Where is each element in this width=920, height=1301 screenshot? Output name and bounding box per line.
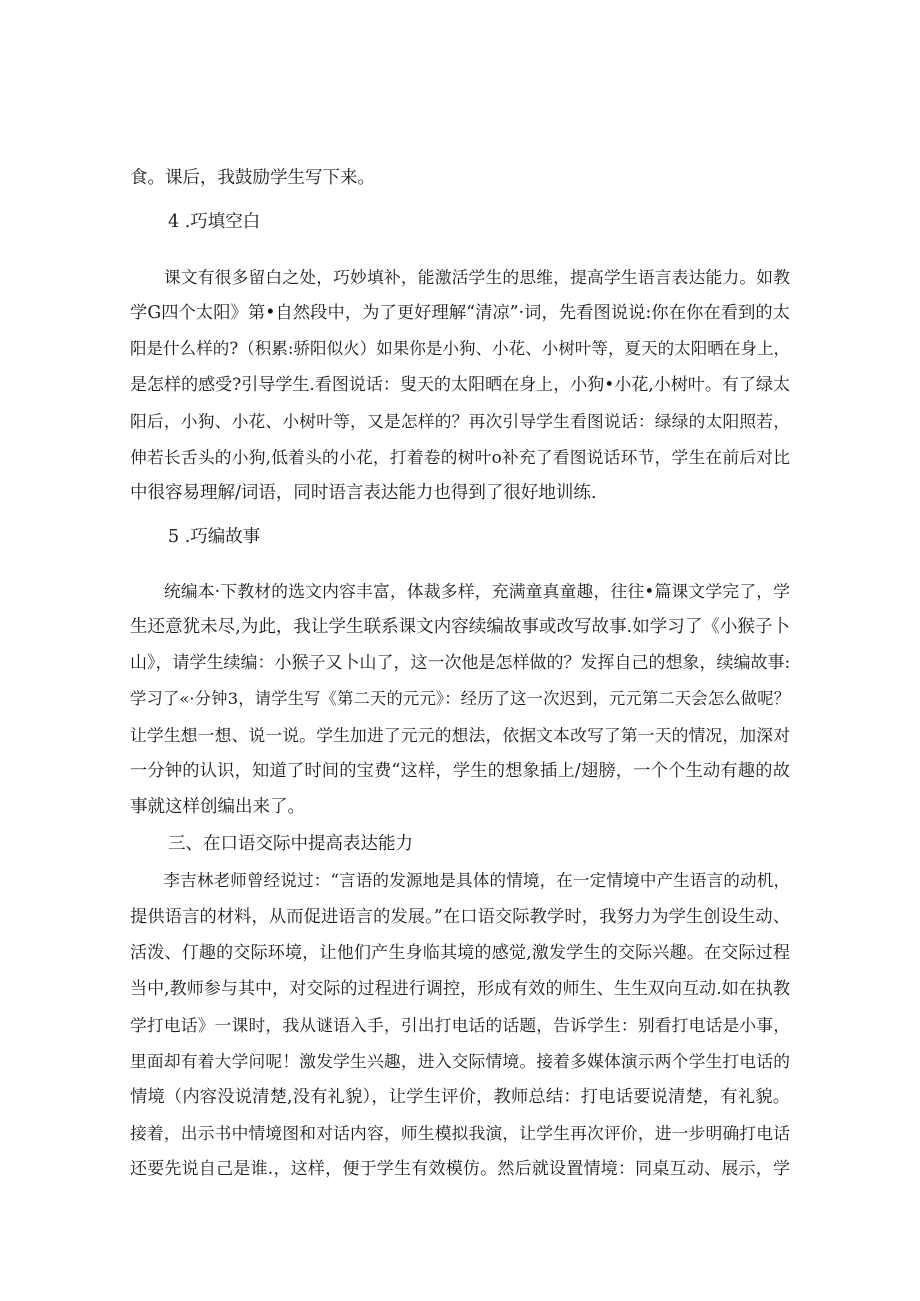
text-line: 提供语言的材料，从而促进语言的发展。”在口语交际教学时，我努力为学生创设生动、 bbox=[130, 907, 790, 927]
text-line: 让学生想一想、说一说。学生加进了元元的想法，依据文本改写了第一天的情况，加深对 bbox=[130, 725, 790, 745]
text-line: 是怎样的感受?引导学生.看图说话：叟天的太阳晒在身上，小狗•小花,小树叶。有了绿太 bbox=[130, 375, 790, 395]
text-line: 阳是什么样的?（积累:骄阳似火）如果你是小狗、小花、小树叶等，夏天的太阳晒在身上， bbox=[130, 339, 790, 358]
text-line: 学习了«·分钟3，请学生写《第二天的元元》：经历了这一次迟到，元元第二天会怎么做呢？ bbox=[130, 689, 790, 708]
text-line: 伸若长舌头的小狗,低着头的小花，打着卷的树叶o补充了看图说话环节，学生在前后对比 bbox=[130, 447, 790, 467]
text-line: 一分钟的认识，知道了时间的宝费“这样，学生的想象插上/翅膀，一个个生动有趣的故 bbox=[130, 761, 790, 781]
section-heading: 三、在口语交际中提高表达能力 bbox=[168, 834, 413, 854]
text-line: 学打电话》一课时，我从谜语入手，引出打电话的话题，告诉学生：别看打电话是小事， bbox=[130, 1015, 790, 1035]
text-line: 还要先说自己是谁.，这样，便于学生有效模仿。然后就设置情境：同桌互动、展示，学 bbox=[130, 1159, 790, 1179]
text-line: 课文有很多留白之处，巧妙填补，能激活学生的思维，提高学生语言表达能力。如教 bbox=[130, 267, 790, 287]
text-line: 生还意犹未尽,为此，我让学生联系课文内容续编故事或改写故事.如学习了《小猴子卜 bbox=[130, 617, 790, 637]
text-line: 活泼、仃趣的交际环境，让他们产生身临其境的感觉,激发学生的交际兴趣。在交际过程 bbox=[130, 943, 790, 963]
section-heading: 5 .巧编故事 bbox=[168, 527, 261, 547]
section-heading: 4 .巧填空白 bbox=[168, 212, 261, 232]
text-line: 里面却有着大学问呢！激发学生兴趣，进入交际情境。接着多媒体演示两个学生打电话的 bbox=[130, 1051, 790, 1071]
text-line: 统编本·下教材的选文内容丰富，体裁多样，充满童真童趣，往往•篇课文学完了，学 bbox=[130, 581, 790, 601]
text-line: 接着，出示书中情境图和对话内容，师生模拟我演，让学生再次评价，进一步明确打电话 bbox=[130, 1123, 790, 1143]
text-line: 李吉林老师曾经说过：“言语的发源地是具体的情境，在一定情境中产生语言的动机， bbox=[130, 871, 790, 890]
text-line: 食。课后，我鼓励学生写下来。 bbox=[130, 168, 375, 188]
text-line: 当中,教师参与其中，对交际的过程进行调控，形成有效的师生、生生双向互动.如在执教 bbox=[130, 979, 790, 999]
text-line: 学G四个太阳》第•自然段中，为了更好理解“清凉”·词，先看图说说:你在你在看到的太 bbox=[130, 303, 790, 323]
text-line: 中很容易理解/词语，同时语言表达能力也得到了很好地训练. bbox=[130, 483, 597, 503]
text-line: 事就这样创编出来了。 bbox=[130, 797, 305, 817]
text-line: 情境（内容没说清楚,没有礼貌），让学生评价，教师总结：打电话要说清楚，有礼貌。 bbox=[130, 1087, 790, 1107]
text-line: 山》，请学生续编：小猴子又卜山了，这一次他是怎样做的？发挥自己的想象，续编故事: bbox=[130, 653, 791, 673]
text-line: 阳后，小狗、小花、小树叶等，又是怎样的？再次引导学生看图说话：绿绿的太阳照若， bbox=[130, 411, 790, 431]
